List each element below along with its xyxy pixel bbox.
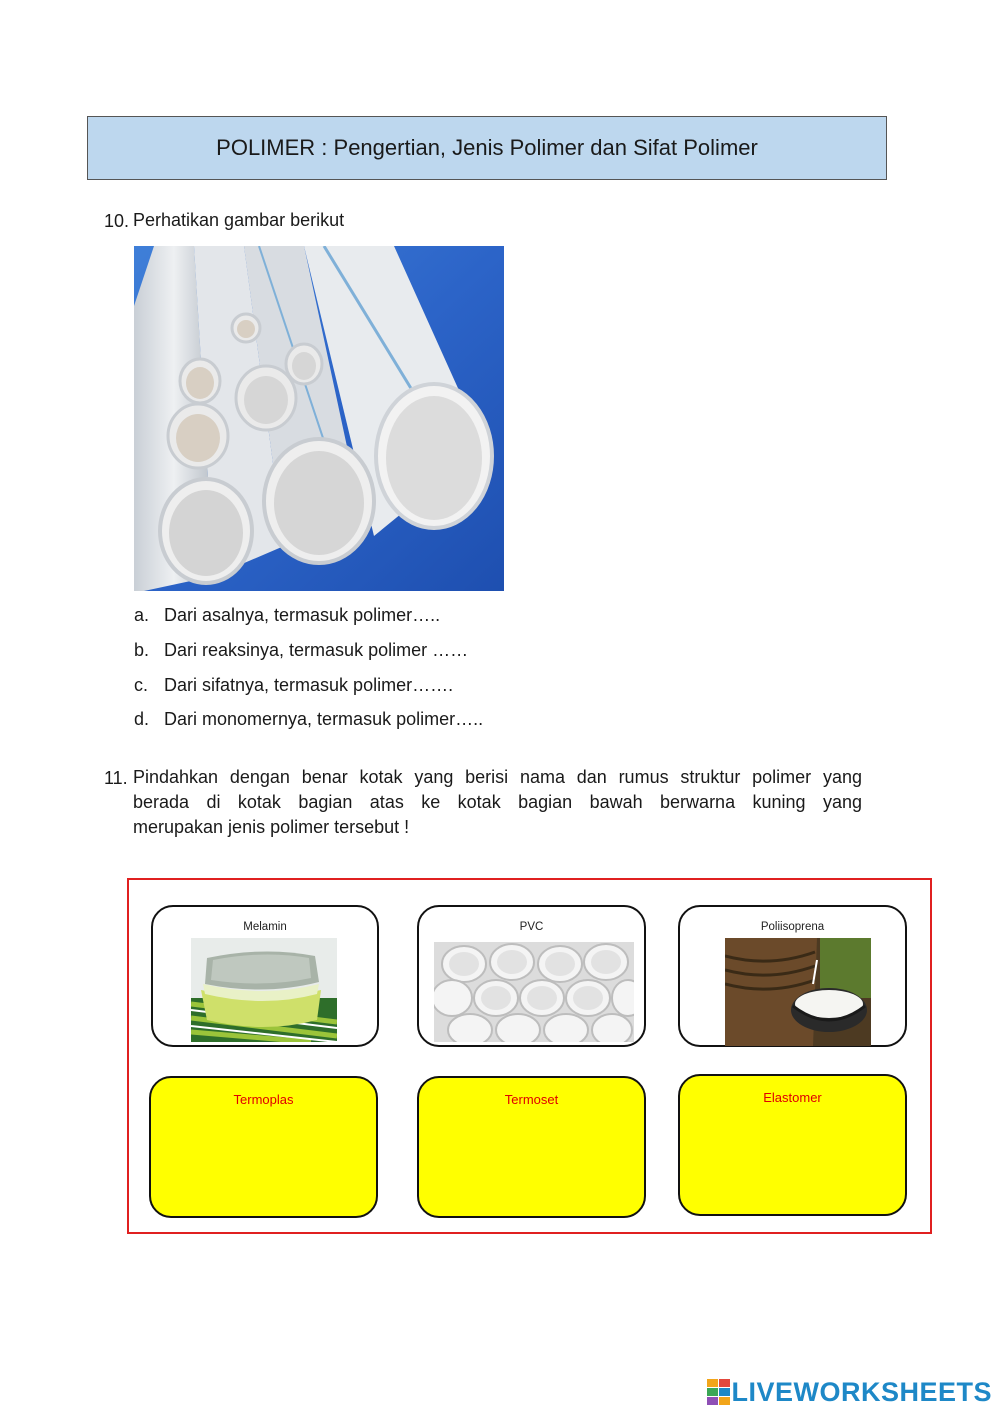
pvc-pipes-image [134,246,504,591]
option-a-text: Dari asalnya, termasuk polimer….. [164,605,441,625]
drag-card-melamin[interactable] [151,905,379,1047]
question-11-line-1: Pindahkan dengan benar kotak yang berisi nama dan rumus struktur polimer yang [133,767,862,787]
liveworksheets-logo [707,1376,992,1408]
drag-card-label: Poliisoprena [760,921,825,933]
drag-card-label: PVC [519,921,544,933]
logo-text: LIVEWORKSHEETS [731,1376,992,1407]
option-d-letter: d. [134,709,150,729]
drop-target-label: Termoset [504,1092,559,1107]
question-10-prompt: Perhatikan gambar berikut [133,210,345,230]
drop-target-label: Termoplas [233,1092,294,1107]
option-c [134,675,453,696]
option-b-text: Dari reaksinya, termasuk polimer …… [164,640,469,660]
option-d-text: Dari monomernya, termasuk polimer….. [164,709,484,729]
pvc-pipes-stack-image [434,942,634,1042]
drop-target-termoplas[interactable] [149,1076,378,1218]
rubber-tree-latex-image [725,938,871,1046]
drop-target-label: Elastomer [763,1090,822,1105]
drag-card-pvc[interactable] [417,905,646,1047]
question-10-number: 10. [104,211,130,231]
question-11-line-2: berada di kotak bagian atas ke kotak bagian bawah berwarna kuning yang [133,792,862,812]
drag-drop-area [127,878,932,1234]
page-title: POLIMER : Pengertian, Jenis Polimer dan Sifat Polimer [216,135,758,160]
drag-card-poliisoprena[interactable] [678,905,907,1047]
option-c-letter: c. [134,675,149,695]
option-b-letter: b. [134,640,150,660]
drag-card-label: Melamin [243,921,287,933]
question-11-number: 11. [104,768,128,788]
melamine-plates-image [191,938,337,1042]
option-b [134,640,468,661]
liveworksheets-logo-icon [707,1379,731,1405]
option-c-text: Dari sifatnya, termasuk polimer……. [164,675,454,695]
option-d [134,709,483,730]
option-a-letter: a. [134,605,150,625]
drop-target-termoset[interactable] [417,1076,646,1218]
option-a [134,605,440,626]
question-11-line-3: merupakan jenis polimer tersebut ! [133,817,410,837]
title-box [87,116,887,180]
drop-target-elastomer[interactable] [678,1074,907,1216]
